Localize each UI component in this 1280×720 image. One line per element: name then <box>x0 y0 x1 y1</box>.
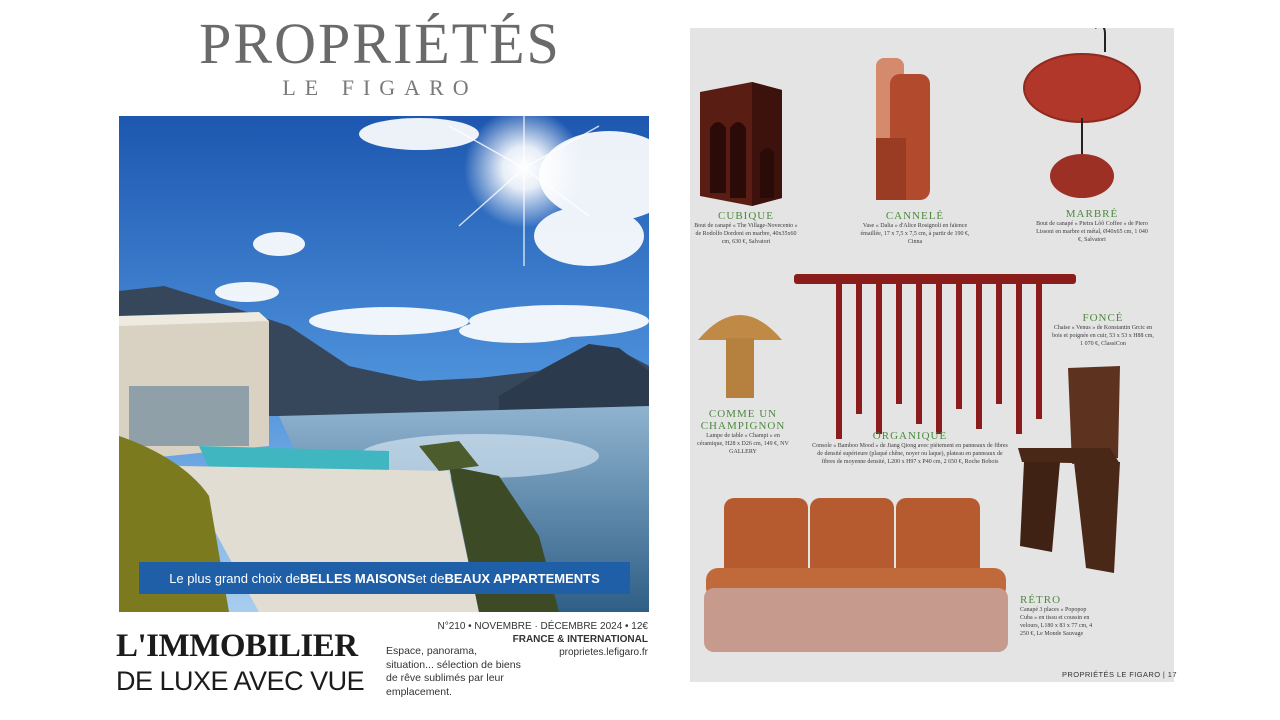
caption-text: Bout de canapé « The Village-Novecento » de Rodolfo Dordoni en marbre, 40x35x60 cm, 630 €, Salvatori <box>694 223 798 245</box>
caption-text: Lampe de table « Champi » en céramique, H28 x D26 cm, 149 €, NV GALLERY <box>697 433 789 455</box>
velvet-sofa-image <box>704 498 1008 652</box>
issue-url: proprietes.lefigaro.fr <box>559 647 648 658</box>
caption-text: Chaise « Venus » de Konstantin Grcic en bois et poignée en cuir, 53 x 53 x H88 cm, 1 070 €, ClassiCon <box>1052 325 1154 347</box>
caption-title: RÉTRO <box>1020 594 1062 606</box>
issue-number: N°210 • NOVEMBRE · DÉCEMBRE 2024 • 12€ <box>437 621 648 632</box>
bamboo-console-image <box>794 274 1076 439</box>
interior-page <box>668 0 1200 720</box>
caption-text: Canapé 3 places « Popopop Cuba » en tissu et coussin en velours, L180 x 83 x 77 cm, 4 250 €, Le Monde Sauvage <box>1020 607 1093 637</box>
caption-title: COMME UN CHAMPIGNON <box>700 408 786 432</box>
mushroom-lamp-image <box>698 315 782 398</box>
masthead-subtitle: LE FIGARO <box>282 75 478 100</box>
wooden-chair-image <box>1018 366 1120 573</box>
cover-photo <box>119 116 649 612</box>
caption-title: CANNELÉ <box>885 210 945 222</box>
caption-cannele <box>860 210 970 246</box>
caption-cubique <box>694 210 798 246</box>
caption-title: CUBIQUE <box>718 210 774 222</box>
cover-headline-2: DE LUXE AVEC VUE <box>116 666 365 696</box>
banner-bold-1: BELLES MAISONS <box>300 570 416 586</box>
caption-champignon <box>694 408 792 456</box>
fluted-vase-image <box>876 58 930 200</box>
caption-title: ORGANIQUE <box>872 430 948 442</box>
caption-organique <box>812 430 1008 466</box>
product-panel <box>690 28 1174 682</box>
cover-banner <box>139 562 630 594</box>
cover-headline-1: L'IMMOBILIER <box>116 628 358 664</box>
product-illustrations <box>690 28 1174 682</box>
page-folio <box>1062 670 1177 679</box>
folio-title: PROPRIÉTÉS LE FIGARO <box>1062 670 1161 679</box>
marble-side-table-image <box>1024 28 1140 198</box>
caption-text: Vase « Dalia » d'Alice Rosignoli en faïence émaillée, 17 x 7,5 x 7,5 cm, à partir de 190 €, Cinna <box>860 223 970 245</box>
issue-edition: FRANCE & INTERNATIONAL <box>512 634 648 645</box>
caption-fonce <box>1050 312 1156 348</box>
caption-marbre <box>1034 208 1150 244</box>
caption-text: Console « Bamboo Mood » de Jiang Qiong avec piètement en panneaux de fibres de densité supérieure (plaqué chêne, noyer ou laque), plateau en panneaux de fibres de moyenne densité, L200 x H97 x P40 cm, 2 650 €, Roche Bobois <box>812 443 1008 465</box>
banner-bold-2: BEAUX APPARTEMENTS <box>444 570 600 586</box>
masthead: PROPRIÉTÉS <box>199 11 561 76</box>
page-number: 17 <box>1167 670 1177 679</box>
caption-title: FONCÉ <box>1082 312 1124 324</box>
cover-blurb: Espace, panorama, situation... sélection de biens de rêve sublimés par leur emplacement. <box>386 645 521 698</box>
folio-separator: | <box>1162 670 1168 679</box>
banner-mid: et de <box>415 570 445 586</box>
magazine-cover <box>102 0 658 720</box>
caption-text: Bout de canapé « Pietra Lõõ Coffee » de Piero Lissoni en marbre et métal, Ø40x65 cm, 1 040 €, Salvatori <box>1036 221 1148 243</box>
caption-title: MARBRÉ <box>1065 208 1119 220</box>
lake-villa-illustration <box>119 116 649 612</box>
banner-prefix: Le plus grand choix de <box>169 570 300 586</box>
cubic-side-table-image <box>700 82 782 206</box>
caption-retro <box>1020 594 1100 638</box>
